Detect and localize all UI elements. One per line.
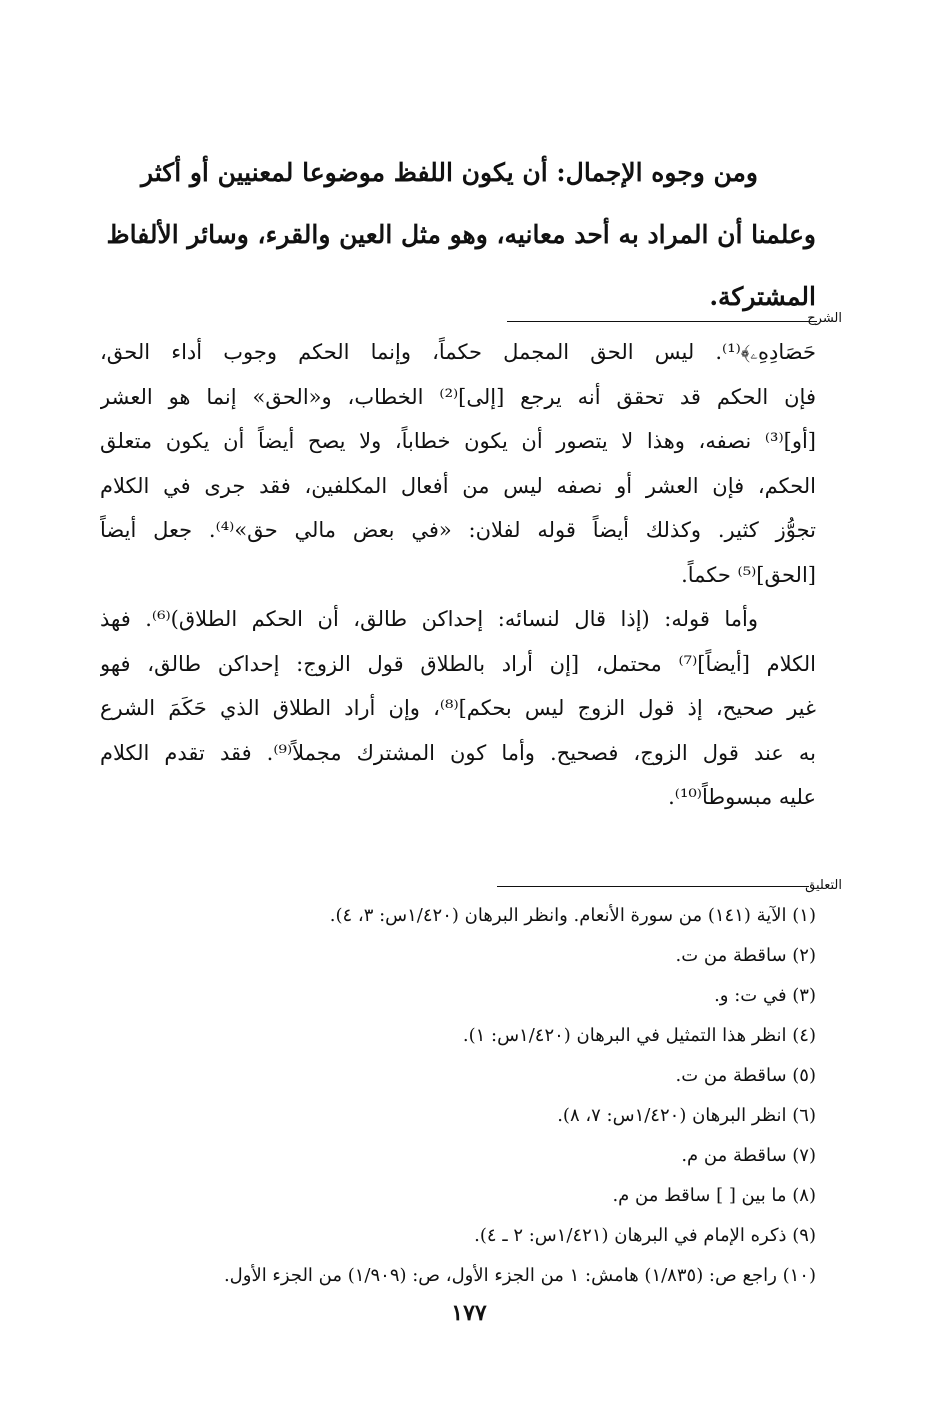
footnote-item: (٧) ساقطة من م. xyxy=(681,1145,816,1166)
footnote-item: (٩) ذكره الإمام في البرهان (١/٤٢١س: ٢ ـ ٤). xyxy=(474,1225,816,1246)
commentary-line: فإن الحكم قد تحقق أنه يرجع [إلى]⁽²⁾ الخطاب، و«الحق» إنما هو العشر xyxy=(100,384,816,409)
main-text-line: وعلمنا أن المراد به أحد معانيه، وهو مثل العين والقرء، وسائر الألفاظ xyxy=(106,220,816,249)
main-text-line: ومن وجوه الإجمال: أن يكون اللفظ موضوعا لمعنيين أو أكثر xyxy=(140,158,758,187)
sharh-section-label: الشرح xyxy=(807,311,842,326)
commentary-line: غير صحيح، إذ قول الزوج ليس بحكم]⁽⁸⁾، وإن أراد الطلاق الذي حَكَمَ الشرع xyxy=(100,696,816,720)
footnote-item: (٨) ما بين [ ] ساقط من م. xyxy=(612,1185,816,1206)
commentary-line: الكلام [أيضاً]⁽⁷⁾ محتمل، [إن أراد بالطلاق قول الزوج: إحداكن طالق، فهو xyxy=(100,651,816,676)
commentary-line: عليه مبسوطاً⁽¹⁰⁾. xyxy=(668,785,816,809)
main-text-line: المشتركة. xyxy=(709,282,816,311)
page-number: ١٧٧ xyxy=(451,1300,487,1326)
footnote-item: (٦) انظر البرهان (١/٤٢٠س: ٧، ٨). xyxy=(557,1105,816,1126)
footnote-item: (١) الآية (١٤١) من سورة الأنعام. وانظر البرهان (١/٤٢٠س: ٣، ٤). xyxy=(329,905,816,926)
commentary-paragraph xyxy=(100,597,816,820)
commentary-line: وأما قوله: (إذا قال لنسائه: إحداكن طالق، أن الحكم الطلاق)⁽⁶⁾. فهذ xyxy=(100,607,758,631)
footnote-item: (٣) في ت: و. xyxy=(714,985,816,1006)
commentary-line: الحكم، فإن العشر أو نصفه ليس من أفعال المكلفين، فقد جرى في الكلام xyxy=(100,473,816,498)
taliq-section-label: التعليق xyxy=(805,878,842,893)
commentary-line: حَصَادِهِۦ﴾⁽¹⁾. ليس الحق المجمل حكماً، وإنما الحكم وجوب أداء الحق، xyxy=(100,340,816,364)
commentary-line: تجوُّز كثير. وكذلك أيضاً قوله لفلان: «في بعض مالي حق»⁽⁴⁾. جعل أيضاً xyxy=(100,518,816,542)
commentary-line: [الحق]⁽⁵⁾ حكماً. xyxy=(681,562,816,587)
commentary-line: [أو]⁽³⁾ نصفه، وهذا لا يتصور أن يكون خطاباً، ولا يصح أيضاً أن يكون متعلق xyxy=(100,429,816,453)
commentary-paragraph xyxy=(100,330,816,597)
footnote-item: (٥) ساقطة من ت. xyxy=(675,1065,816,1086)
commentary-text xyxy=(100,330,816,820)
footnote-item: (١٠) راجع ص: (١/٨٣٥) هامش: ١ من الجزء الأول، ص: (١/٩٠٩) من الجزء الأول. xyxy=(223,1265,816,1286)
footnote-item: (٤) انظر هذا التمثيل في البرهان (١/٤٢٠س: ١). xyxy=(462,1025,816,1046)
main-text xyxy=(100,142,816,328)
footnote-item: (٢) ساقطة من ت. xyxy=(675,945,816,966)
footnotes-list xyxy=(100,896,816,1296)
commentary-line: به عند قول الزوج، فصحيح. وأما كون المشترك مجملاً⁽⁹⁾. فقد تقدم الكلام xyxy=(100,740,816,765)
taliq-rule xyxy=(497,886,809,887)
sharh-rule xyxy=(507,321,817,322)
